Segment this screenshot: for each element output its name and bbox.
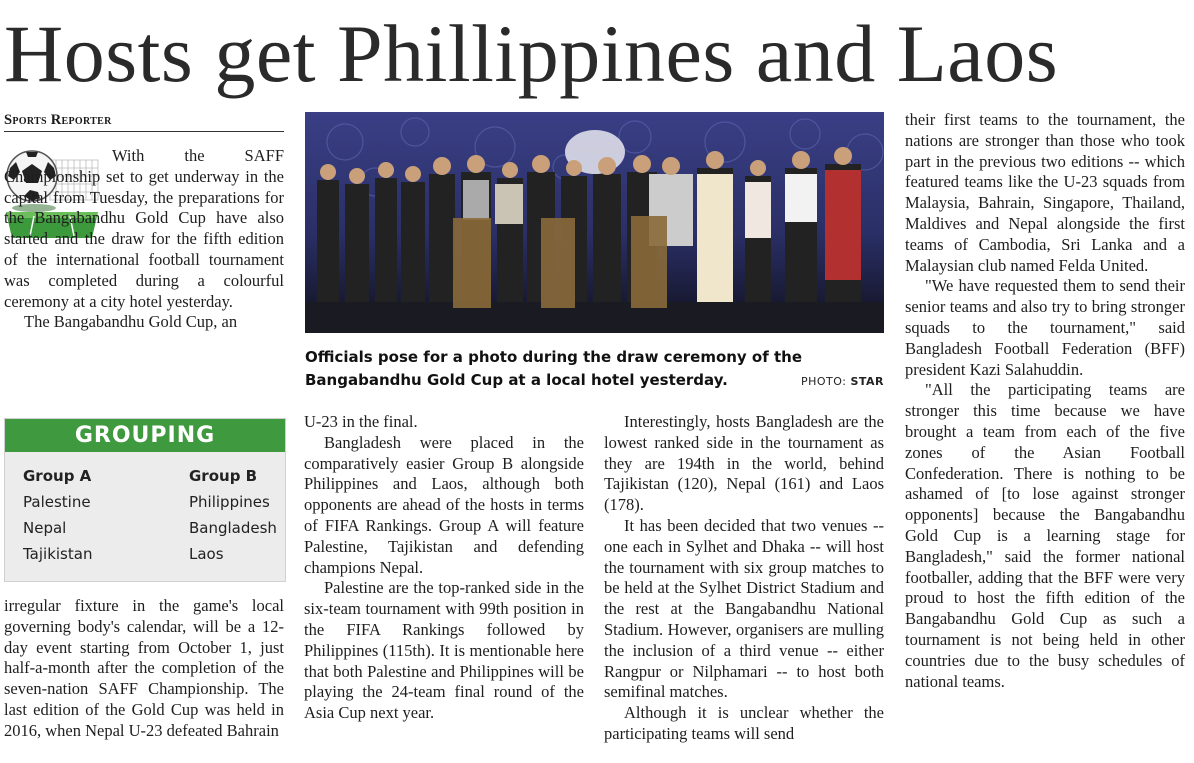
column-4 xyxy=(905,110,1185,692)
paragraph: irregular fixture in the game's local governing body's calendar, will be a 12-day event starting from October 1, just half-a-month after the completion of the seven-nation SAFF Championship. The last edition of the Gold Cup was held in 2016, when Nepal U-23 defeated Bahrain xyxy=(4,596,284,740)
paragraph: With the SAFF Championship set to get underway in the capital from Tuesday, the preparations for the Bangabandhu Gold Cup have also started and the draw for the fifth edition of the international football tournament was completed during a colourful ceremony at a city hotel yesterday. xyxy=(4,146,284,311)
group-team: Philippines xyxy=(189,493,270,511)
event-photo xyxy=(305,112,884,333)
byline: Sports Reporter xyxy=(4,112,284,132)
photo-credit xyxy=(794,375,884,388)
headline: Hosts get Phillippines and Laos xyxy=(4,8,1059,99)
column-3 xyxy=(604,412,884,745)
group-team: Palestine xyxy=(23,493,91,511)
paragraph: It has been decided that two venues -- one each in Sylhet and Dhaka -- will host the tournament with six group matches to be held at the Sylhet District Stadium and the rest at the Bangabandhu National Stadium. However, organisers are mulling the inclusion of a third venue -- either Rangpur or Nilphamari -- to host both semifinal matches. xyxy=(604,515,884,702)
group-team: Nepal xyxy=(23,519,67,537)
paragraph: The Bangabandhu Gold Cup, an xyxy=(24,312,238,332)
paragraph: Bangladesh were placed in the comparatively easier Group B alongside Philippines and Laos, although both opponents are ahead of the hosts in terms of FIFA Rankings. Group A will feature Palestine, Tajikistan and defending champions Nepal. xyxy=(304,432,584,577)
credit-source: STAR xyxy=(850,375,884,388)
group-team: Tajikistan xyxy=(23,545,93,563)
photo-caption: Officials pose for a photo during the draw ceremony of the Bangabandhu Gold Cup at a local hotel yesterday. xyxy=(305,348,803,389)
paragraph: Interestingly, hosts Bangladesh are the lowest ranked side in the tournament as they are 194th in the world, behind Tajikistan (120), Nepal (161) and Laos (178). xyxy=(604,412,884,515)
grouping-box xyxy=(4,418,286,582)
paragraph: their first teams to the tournament, the nations are stronger than those who took part in the previous two editions -- which featured teams like the U-23 squads from Malaysia, Bahrain, Singapore, Thailand, Maldives and Nepal alongside the first teams of Cambodia, Sri Lanka and a Malaysian club named Felda United. xyxy=(905,110,1185,275)
group-team: Laos xyxy=(189,545,224,563)
column-2 xyxy=(304,412,584,724)
group-b xyxy=(189,463,277,567)
group-name: Group A xyxy=(23,467,92,485)
column-1-top xyxy=(4,146,284,333)
group-a xyxy=(23,463,92,567)
paragraph: Although it is unclear whether the participating teams will send xyxy=(604,703,884,743)
column-1-bottom xyxy=(4,596,284,742)
group-team: Bangladesh xyxy=(189,519,277,537)
credit-prefix: PHOTO: xyxy=(800,375,847,388)
paragraph: Palestine are the top-ranked side in the six-team tournament with 99th position in the FIFA Rankings followed by Philippines (115th). It is mentionable here that both Palestine and Philippines will be playing the 24-team final round of the Asia Cup next year. xyxy=(304,578,584,723)
grouping-title: GROUPING xyxy=(5,419,285,452)
paragraph: "We have requested them to send their senior teams and also try to bring stronger squads to the tournament," said Bangladesh Football Federation (BFF) president Kazi Salahuddin. xyxy=(905,276,1185,379)
paragraph: "All the participating teams are stronger this time because we have brought a team from each of the five zones of the Asian Football Confederation. There is nothing to be ashamed of [to lose against stronger opponents] because the Bangabandhu Gold Cup is a learning stage for Bangladesh," said the former national footballer, adding that the BFF were very proud to host the fifth edition of the Bangabandhu Gold Cup as such a tournament is not being held in other countries due to the busy schedules of national teams. xyxy=(905,380,1185,691)
group-name: Group B xyxy=(189,467,258,485)
paragraph: U-23 in the final. xyxy=(304,412,418,431)
